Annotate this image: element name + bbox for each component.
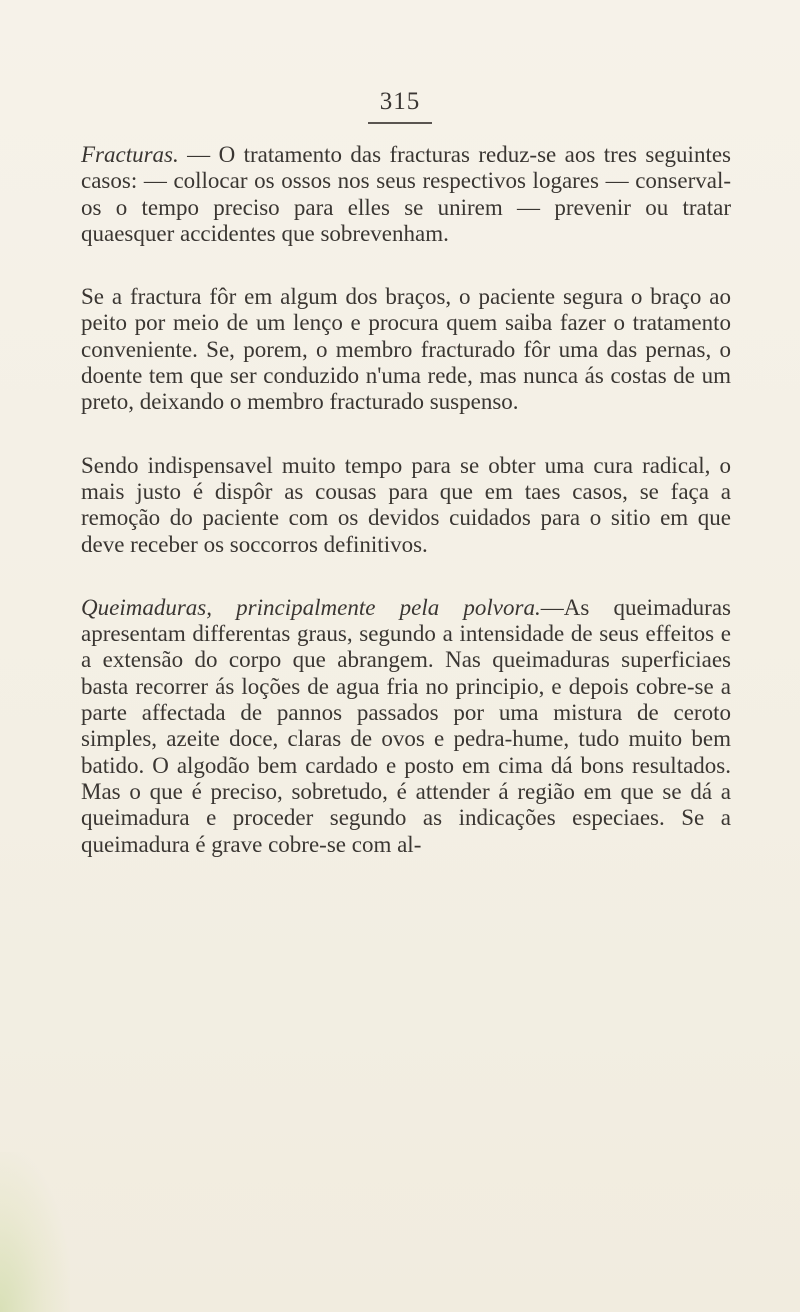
paragraph-text: Sendo indispensavel muito tempo para se obter uma cura radical, o mais justo é dispôr as cousas para que em taes casos, se faça a remoção do paciente com os devidos cuidados para o sitio em que deve receber os soccorros definitivos.: [81, 452, 731, 557]
paragraph-text: — O tratamento das fracturas reduz-se aos tres seguintes casos: — collocar os ossos nos seus respectivos logares — conserval-os o tempo preciso para elles se unirem — prevenir ou tratar quaesquer accidentes que sobrevenham.: [81, 142, 731, 246]
paragraph-fracturas: [81, 142, 731, 247]
page-number: 315: [379, 88, 421, 115]
page-number-underline: [368, 122, 432, 124]
paragraph-text: Se a fractura fôr em algum dos braços, o paciente segura o braço ao peito por meio de um lenço e procura quem saiba fazer o tratamento conveniente. Se, porem, o membro fracturado fôr uma das pernas, o doente tem que ser conduzido n'uma rede, mas nunca ás costas de um preto, deixando o membro fracturado suspenso.: [81, 284, 731, 415]
paragraph-bracos: [81, 284, 731, 415]
section-heading-fracturas: Fracturas.: [81, 142, 179, 167]
paragraph-remocao: [81, 453, 731, 558]
section-heading-queimaduras: Queimaduras, principalmente pela polvora.: [81, 594, 541, 620]
paragraph-text: —As queimaduras apresentam differentas graus, segundo a intensidade de seus effeitos e a extensão do corpo que abrangem. Nas queimaduras superficiaes basta recorrer ás loções de agua fria no principio, e depois cobre-se a parte affectada de pannos passados por uma mistura de ceroto simples, azeite doce, claras de ovos e pedra-hume, tudo muito bem batido. O algodão bem cardado e posto em cima dá bons resultados. Mas o que é preciso, sobretudo, é attender á região em que se dá a queimadura e proceder segundo as indicações especiaes. Se a queimadura é grave cobre-se com al-: [81, 594, 731, 857]
paragraph-queimaduras: [81, 595, 731, 858]
paper-stain: [0, 1152, 70, 1312]
body-text: [81, 142, 731, 895]
